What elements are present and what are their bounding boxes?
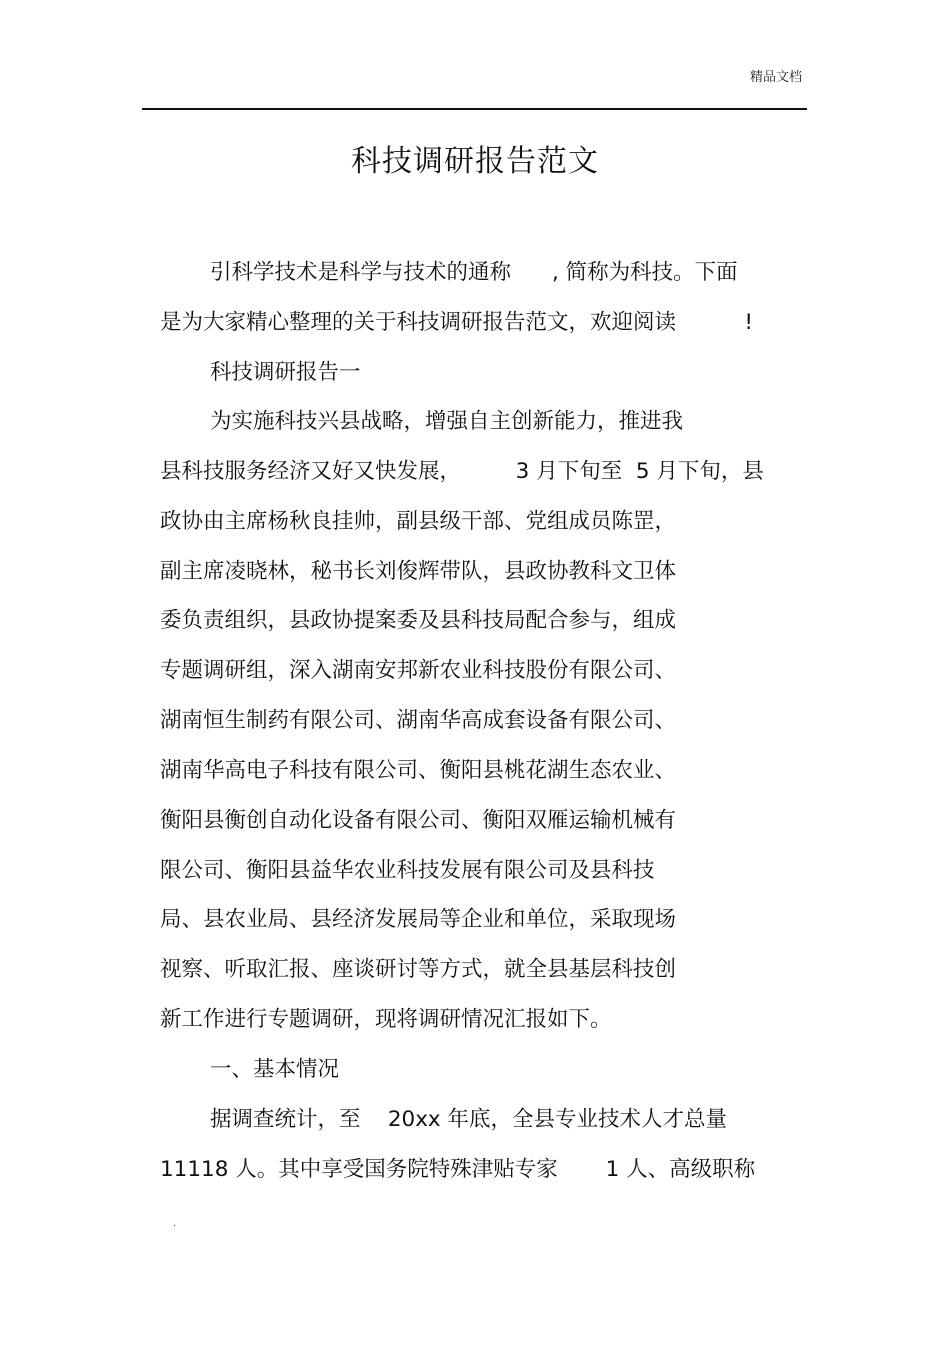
body-line: 湖南华高电子科技有限公司、衡阳县桃花湖生态农业、 bbox=[160, 758, 677, 783]
section-heading: 科技调研报告一 bbox=[210, 360, 361, 385]
body-line: 局、县农业局、县经济发展局等企业和单位，采取现场 bbox=[160, 907, 677, 932]
body-line: 县科技服务经济又好又快发展， 3 月下旬至 5 月下旬，县 bbox=[160, 459, 764, 484]
footer-mark: . bbox=[173, 1218, 177, 1229]
body-line: 衡阳县衡创自动化设备有限公司、衡阳双雁运输机械有 bbox=[160, 808, 677, 833]
body-line: 为实施科技兴县战略，增强自主创新能力，推进我 bbox=[210, 409, 684, 434]
document-title: 科技调研报告范文 bbox=[351, 144, 599, 179]
body-line: 湖南恒生制药有限公司、湖南华高成套设备有限公司、 bbox=[160, 708, 677, 733]
section-heading: 一、基本情况 bbox=[210, 1057, 340, 1082]
body-line: 引科学技术是科学与技术的通称 , 简称为科技。下面 bbox=[210, 260, 738, 285]
header-label: 精品文档 bbox=[749, 70, 802, 85]
body-line: 政协由主席杨秋良挂帅，副县级干部、党组成员陈罡， bbox=[160, 509, 677, 534]
body-line: 副主席凌晓林，秘书长刘俊辉带队，县政协教科文卫体 bbox=[160, 559, 677, 584]
body-line: 11118 人。其中享受国务院特殊津贴专家 1 人、高级职称 bbox=[160, 1157, 756, 1182]
body-line: 是为大家精心整理的关于科技调研报告范文，欢迎阅读 ! bbox=[160, 310, 753, 335]
body-line: 专题调研组，深入湖南安邦新农业科技股份有限公司、 bbox=[160, 658, 677, 683]
body-line: 委负责组织，县政协提案委及县科技局配合参与，组成 bbox=[160, 608, 677, 633]
header-rule bbox=[142, 108, 807, 110]
body-line: 据调查统计，至 20xx 年底，全县专业技术人才总量 bbox=[210, 1107, 727, 1132]
body-line: 新工作进行专题调研，现将调研情况汇报如下。 bbox=[160, 1007, 612, 1032]
body-line: 限公司、衡阳县益华农业科技发展有限公司及县科技 bbox=[160, 858, 655, 883]
body-line: 视察、听取汇报、座谈研讨等方式，就全县基层科技创 bbox=[160, 957, 677, 982]
